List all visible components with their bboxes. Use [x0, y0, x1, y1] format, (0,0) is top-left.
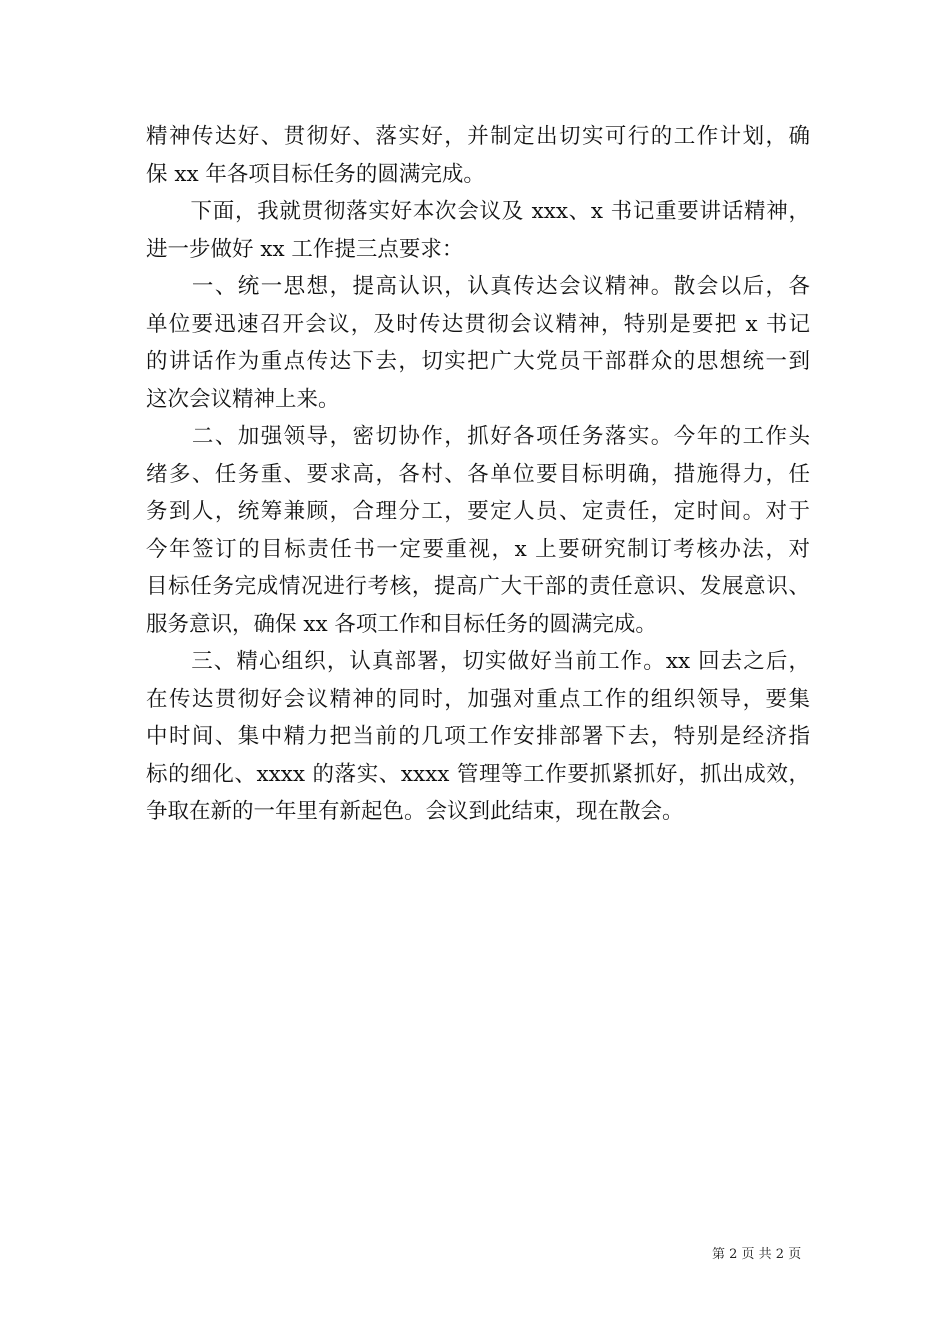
text-line: 争取在新的一年里有新起色。会议到此结束，现在散会。 — [146, 799, 684, 824]
paragraph — [146, 193, 810, 268]
text-line: 服务意识，确保 xx 各项工作和目标任务的圆满完成。 — [146, 611, 657, 637]
text-line: 今年签订的目标责任书一定要重视，x 上要研究制订考核办法，对 — [146, 536, 810, 562]
text-line: 目标任务完成情况进行考核，提高广大干部的责任意识、发展意识、 — [146, 574, 810, 599]
text-line: 三、精心组织，认真部署，切实做好当前工作。xx 回去之后， — [146, 649, 810, 674]
text-line: 进一步做好 xx 工作提三点要求： — [146, 236, 464, 262]
text-line: 精神传达好、贯彻好、落实好，并制定出切实可行的工作计划，确 — [146, 124, 810, 149]
text-line: 这次会议精神上来。 — [146, 386, 340, 412]
text-line: 在传达贯彻好会议精神的同时，加强对重点工作的组织领导，要集 — [146, 686, 810, 712]
text-line: 下面，我就贯彻落实好本次会议及 xxx、x 书记重要讲话精神， — [146, 199, 810, 224]
text-line: 单位要迅速召开会议，及时传达贯彻会议精神，特别是要把 x 书记 — [146, 311, 810, 337]
text-line: 中时间、集中精力把当前的几项工作安排部署下去，特别是经济指 — [146, 724, 810, 749]
paragraph — [146, 418, 810, 643]
text-line: 标的细化、xxxx 的落实、xxxx 管理等工作要抓紧抓好，抓出成效， — [146, 761, 810, 787]
text-line: 务到人，统筹兼顾，合理分工，要定人员、定责任，定时间。对于 — [146, 499, 810, 524]
text-line: 二、加强领导，密切协作，抓好各项任务落实。今年的工作头 — [146, 424, 810, 449]
text-line: 绪多、任务重、要求高，各村、各单位要目标明确，措施得力，任 — [146, 461, 810, 487]
paragraph — [146, 643, 810, 831]
text-line: 保 xx 年各项目标任务的圆满完成。 — [146, 161, 485, 187]
text-line: 一、统一思想，提高认识，认真传达会议精神。散会以后，各 — [146, 274, 810, 299]
page-number-footer: 第 2 页 共 2 页 — [712, 1247, 802, 1262]
paragraph — [146, 268, 810, 418]
paragraph — [146, 118, 810, 193]
document-body — [146, 118, 810, 831]
text-line: 的讲话作为重点传达下去，切实把广大党员干部群众的思想统一到 — [146, 349, 810, 374]
